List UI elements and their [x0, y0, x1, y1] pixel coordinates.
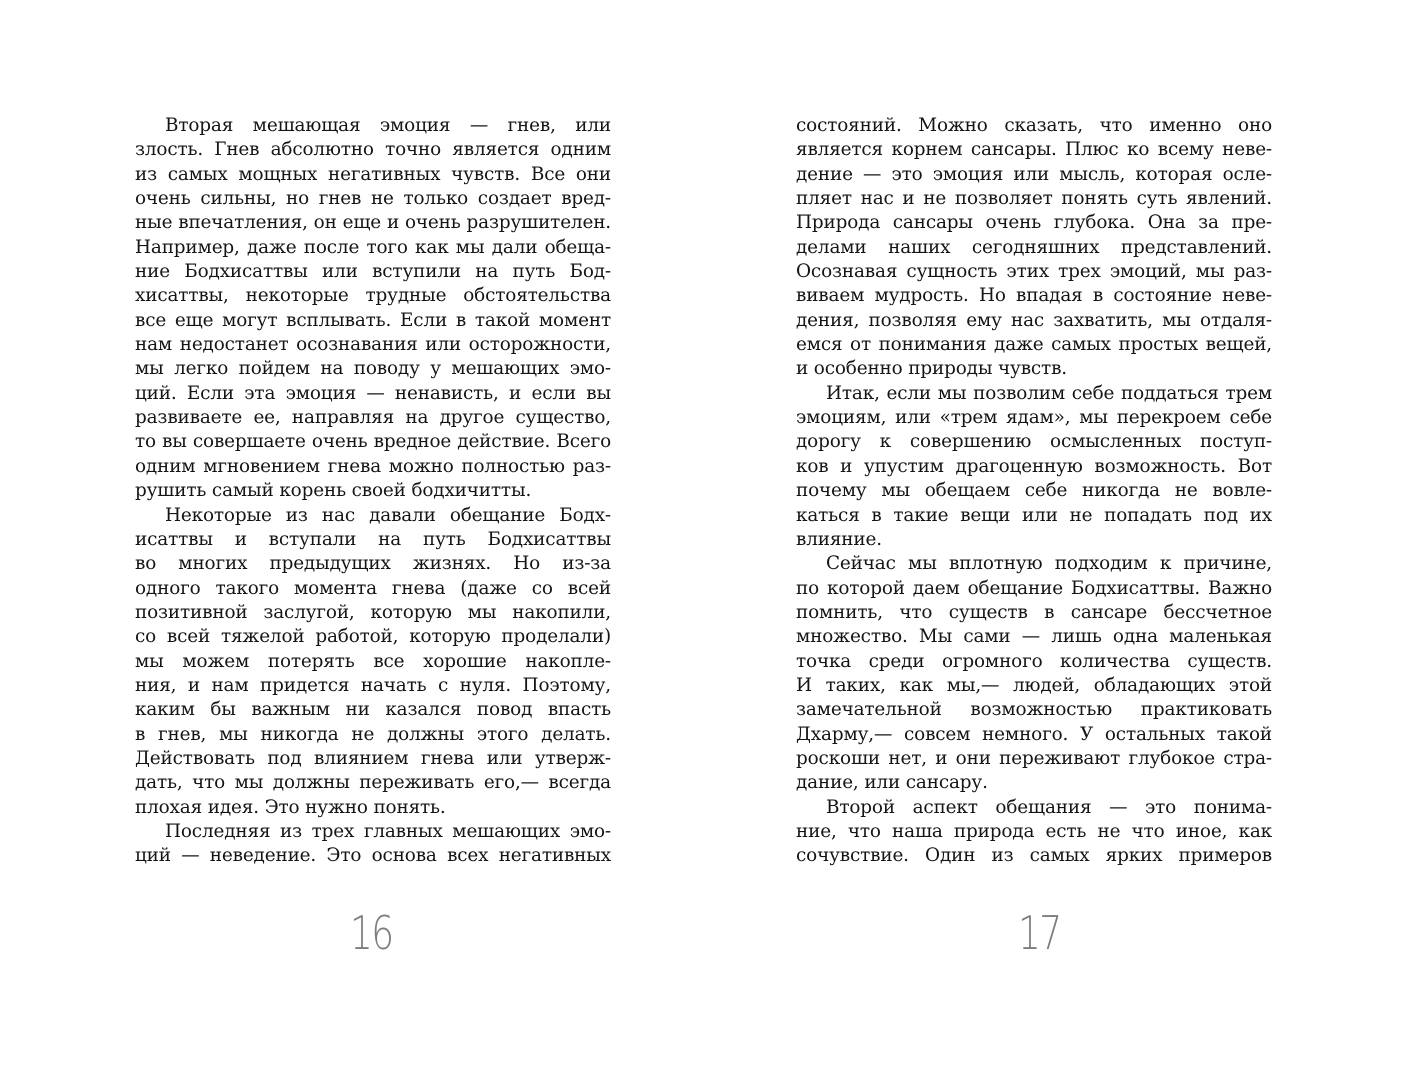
- right-page-body: [796, 114, 1272, 869]
- page-number: 16: [350, 906, 393, 960]
- text-line: каким бы важным ни казался повод впасть: [135, 699, 611, 721]
- text-line: эмоциям, или «трем ядам», мы перекроем себе: [796, 407, 1272, 429]
- text-line: Действовать под влиянием гнева или утверж-: [135, 747, 611, 769]
- text-line: со всей тяжелой работой, которую проделали): [135, 626, 611, 648]
- text-line: Итак, если мы позволим себе поддаться трем: [826, 382, 1272, 404]
- text-line: злость. Гнев абсолютно точно является одним: [135, 139, 611, 161]
- text-line: ные впечатления, он еще и очень разрушителен.: [135, 212, 611, 234]
- paragraph: [796, 114, 1272, 382]
- text-line: И таких, как мы,— людей, обладающих этой: [796, 674, 1272, 696]
- text-line: роскоши нет, и они переживают глубокое стра-: [796, 747, 1272, 769]
- paragraph: [796, 552, 1272, 795]
- text-line: очень сильны, но гнев не только создает вред-: [135, 188, 611, 210]
- text-line: дать, что мы должны переживать его,— всегда: [135, 772, 611, 794]
- text-line: исаттвы и вступали на путь Бодхисаттвы: [135, 528, 611, 550]
- text-line: все еще могут всплывать. Если в такой момент: [135, 309, 611, 331]
- text-line: мы можем потерять все хорошие накопле-: [135, 650, 611, 672]
- paragraph: [135, 820, 611, 869]
- text-line: является корнем сансары. Плюс ко всему неве-: [796, 139, 1272, 161]
- text-line: дорогу к совершению осмысленных поступ-: [796, 431, 1272, 453]
- paragraph: [135, 504, 611, 820]
- text-line: нам недостанет осознавания или осторожности,: [135, 334, 611, 356]
- text-line: позитивной заслугой, которую мы накопили,: [135, 601, 611, 623]
- page-number: 17: [1018, 906, 1061, 960]
- text-line: развиваете ее, направляя на другое существо,: [135, 407, 611, 429]
- paragraph: [135, 114, 611, 504]
- text-line: сочувствие. Один из самых ярких примеров: [796, 845, 1272, 867]
- text-line: мы легко пойдем на поводу у мешающих эмо-: [135, 358, 611, 380]
- text-line: и особенно природы чувств.: [796, 358, 1067, 380]
- text-line: пляет нас и не позволяет понять суть явлений.: [796, 188, 1272, 210]
- text-line: влияние.: [796, 528, 882, 550]
- text-line: дение — это эмоция или мысль, которая осле-: [796, 163, 1272, 185]
- text-line: ния, и нам придется начать с нуля. Поэтому,: [135, 674, 611, 696]
- text-line: во многих предыдущих жизнях. Но из-за: [135, 553, 611, 575]
- text-line: ние, что наша природа есть не что иное, как: [796, 820, 1272, 842]
- text-line: ций — неведение. Это основа всех негативных: [135, 845, 611, 867]
- text-line: плохая идея. Это нужно понять.: [135, 796, 446, 818]
- text-line: ние Бодхисаттвы или вступили на путь Бод-: [135, 261, 611, 283]
- text-line: Вторая мешающая эмоция — гнев, или: [165, 115, 611, 136]
- text-line: одним мгновением гнева можно полностью раз-: [135, 455, 611, 477]
- text-line: Сейчас мы вплотную подходим к причине,: [826, 553, 1272, 575]
- text-line: виваем мудрость. Но впадая в состояние неве-: [796, 285, 1272, 307]
- text-line: Последняя из трех главных мешающих эмо-: [165, 820, 611, 842]
- text-line: Дхарму,— совсем немного. У остальных такой: [796, 723, 1272, 745]
- right-page: [703, 0, 1407, 1080]
- text-line: дание, или сансару.: [796, 772, 988, 794]
- text-line: хисаттвы, некоторые трудные обстоятельства: [135, 285, 611, 307]
- text-line: в гнев, мы никогда не должны этого делать.: [135, 723, 611, 745]
- text-line: замечательной возможностью практиковать: [796, 699, 1272, 721]
- text-line: Второй аспект обещания — это понима-: [826, 796, 1272, 818]
- text-line: помнить, что существ в сансаре бессчетное: [796, 601, 1272, 623]
- text-line: почему мы обещаем себе никогда не вовле-: [796, 480, 1272, 502]
- text-line: каться в такие вещи или не попадать под их: [796, 504, 1272, 526]
- text-line: точка среди огромного количества существ.: [796, 650, 1272, 672]
- text-line: Некоторые из нас давали обещание Бодх-: [165, 504, 611, 526]
- paragraph: [796, 382, 1272, 552]
- text-line: то вы совершаете очень вредное действие. Всего: [135, 431, 611, 453]
- text-line: по которой даем обещание Бодхисаттвы. Важно: [796, 577, 1272, 599]
- text-line: емся от понимания даже самых простых вещей,: [796, 334, 1272, 356]
- text-line: ций. Если эта эмоция — ненависть, и если вы: [135, 382, 611, 404]
- left-page: [0, 0, 703, 1080]
- text-line: делами наших сегодняшних представлений.: [796, 236, 1272, 258]
- text-line: состояний. Можно сказать, что именно оно: [796, 115, 1272, 136]
- text-line: дения, позволяя ему нас захватить, мы отдаля-: [796, 309, 1272, 331]
- paragraph: [796, 796, 1272, 869]
- text-line: ков и упустим драгоценную возможность. Вот: [796, 455, 1272, 477]
- text-line: из самых мощных негативных чувств. Все они: [135, 163, 611, 185]
- text-line: Например, даже после того как мы дали обеща-: [135, 236, 611, 258]
- text-line: Осознавая сущность этих трех эмоций, мы раз-: [796, 261, 1272, 283]
- text-line: рушить самый корень своей бодхичитты.: [135, 480, 532, 502]
- text-line: Природа сансары очень глубока. Она за пре-: [796, 212, 1272, 234]
- left-page-body: [135, 114, 611, 869]
- text-line: одного такого момента гнева (даже со всей: [135, 577, 611, 599]
- text-line: множество. Мы сами — лишь одна маленькая: [796, 626, 1272, 648]
